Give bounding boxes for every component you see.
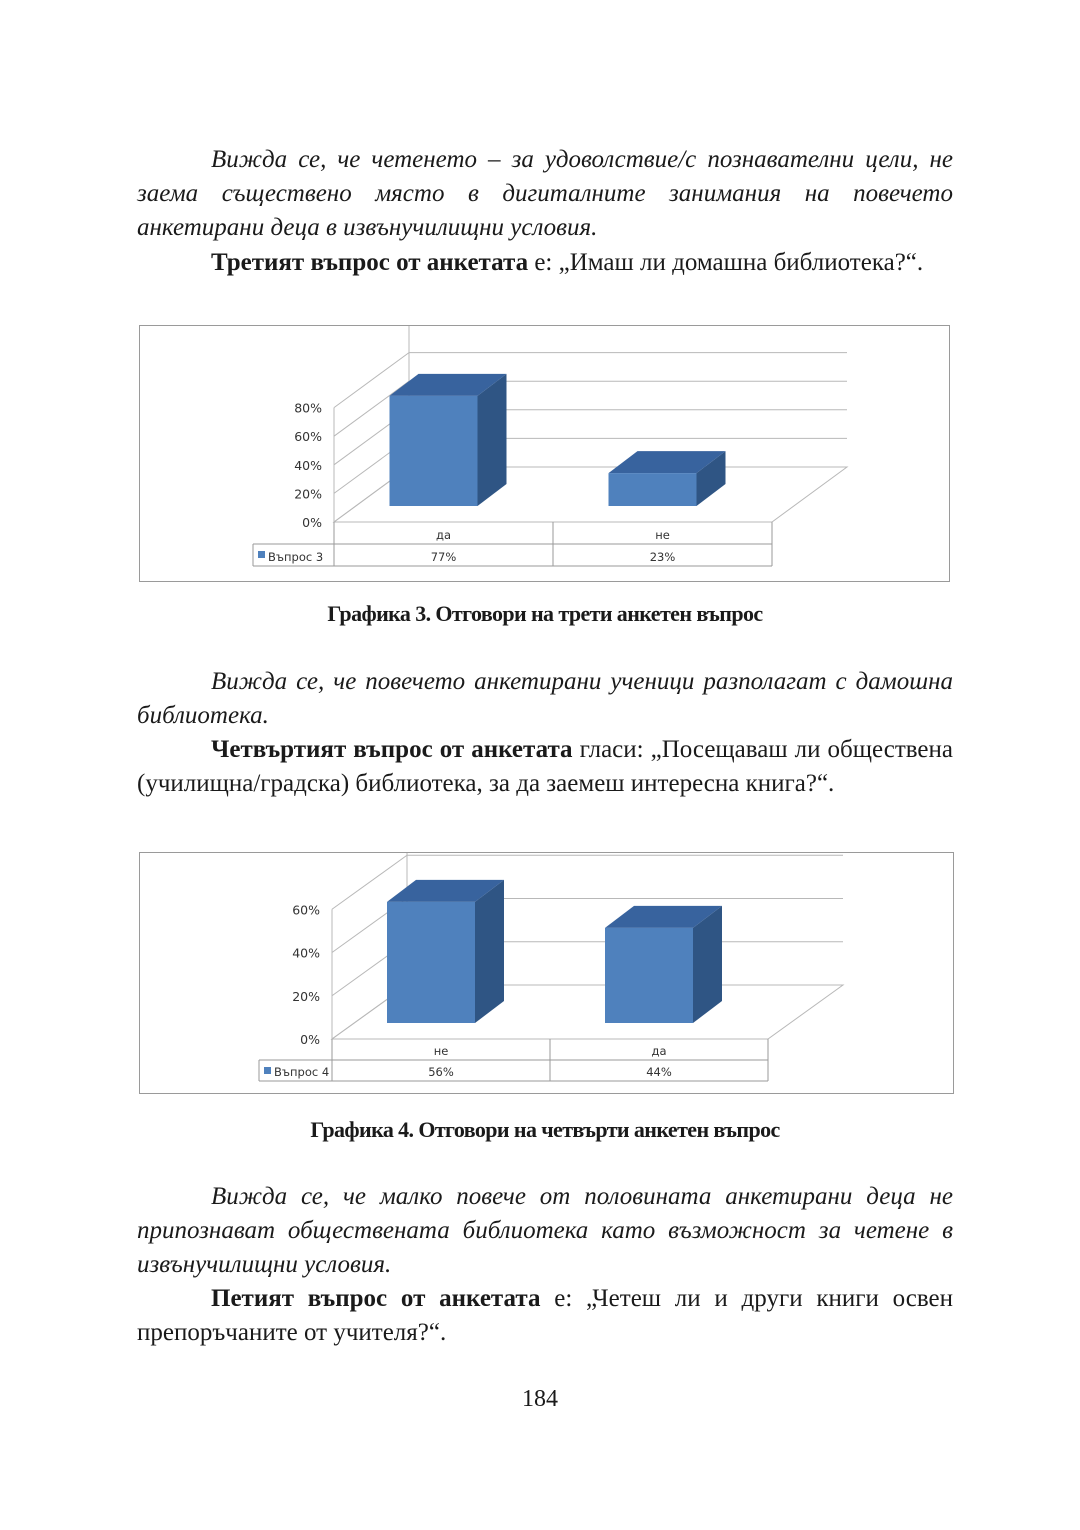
chart-4	[139, 852, 954, 1094]
question-3-heading: Третият въпрос от анкетата	[211, 249, 529, 276]
paragraph-question-3: Третият въпрос от анкетата е: „Имаш ли домашна библиотека?“.	[211, 249, 924, 276]
data-label: 77%	[430, 550, 457, 564]
paragraph-3: Вижда се, че повечето анкетирани ученици разполагат с дамошна библиотека.	[137, 668, 953, 729]
legend-label: Въпрос 3	[268, 550, 324, 564]
category-label: да	[436, 528, 451, 542]
paragraph-question-5: Петият въпрос от анкетата е: „Четеш ли и други книги освен препоръчаните от учителя?“.	[137, 1285, 954, 1346]
chart-4-caption: Графика 4. Отговори на четвърти анкетен въпрос	[310, 1117, 780, 1142]
bar	[390, 396, 478, 506]
y-tick-label: 0%	[300, 1032, 320, 1047]
bar-side	[478, 374, 507, 506]
chart-4-plot	[140, 853, 953, 1093]
legend-swatch	[258, 551, 265, 558]
y-tick-label: 0%	[302, 515, 322, 530]
bar	[609, 473, 697, 506]
category-label: не	[655, 528, 670, 542]
chart-3	[139, 325, 950, 582]
y-tick-label: 60%	[292, 902, 320, 918]
category-label: да	[651, 1044, 667, 1058]
y-tick-label: 80%	[294, 400, 322, 416]
bar	[387, 902, 475, 1023]
paragraph-1: Вижда се, че четенето – за удоволствие/с познавателни цели, не заема съществено място в дигиталните занимания на повечето анкетирани деца в извънучилищни условия.	[137, 146, 953, 241]
y-tick-label: 20%	[292, 988, 320, 1004]
legend-swatch	[264, 1067, 271, 1074]
data-label: 23%	[649, 550, 676, 564]
y-tick-label: 60%	[294, 429, 322, 445]
category-label: не	[433, 1044, 449, 1058]
data-label: 44%	[646, 1065, 672, 1079]
bar	[605, 928, 693, 1023]
y-tick-label: 40%	[292, 945, 320, 961]
page-number: 184	[522, 1386, 558, 1412]
question-4-heading: Четвъртият въпрос от анкетата	[211, 736, 573, 763]
question-5-heading: Петият въпрос от анкетата	[211, 1285, 541, 1312]
y-tick-label: 20%	[294, 486, 322, 502]
chart-3-plot	[140, 326, 949, 581]
paragraph-5: Вижда се, че малко повече от половината анкетирани деца не припознават обществената библиотека като възможност за четене в извънучилищни условия.	[137, 1183, 953, 1278]
bar-side	[475, 880, 504, 1023]
legend-label: Въпрос 4	[274, 1065, 330, 1079]
y-tick-label: 40%	[294, 457, 322, 473]
data-label: 56%	[428, 1065, 454, 1079]
chart-3-caption: Графика 3. Отговори на трети анкетен въпрос	[327, 601, 763, 626]
paragraph-question-4: Четвъртият въпрос от анкетата гласи: „Посещаваш ли обществена (училищна/градска) библиотека, за да заемеш интересна книга?“.	[137, 736, 953, 797]
